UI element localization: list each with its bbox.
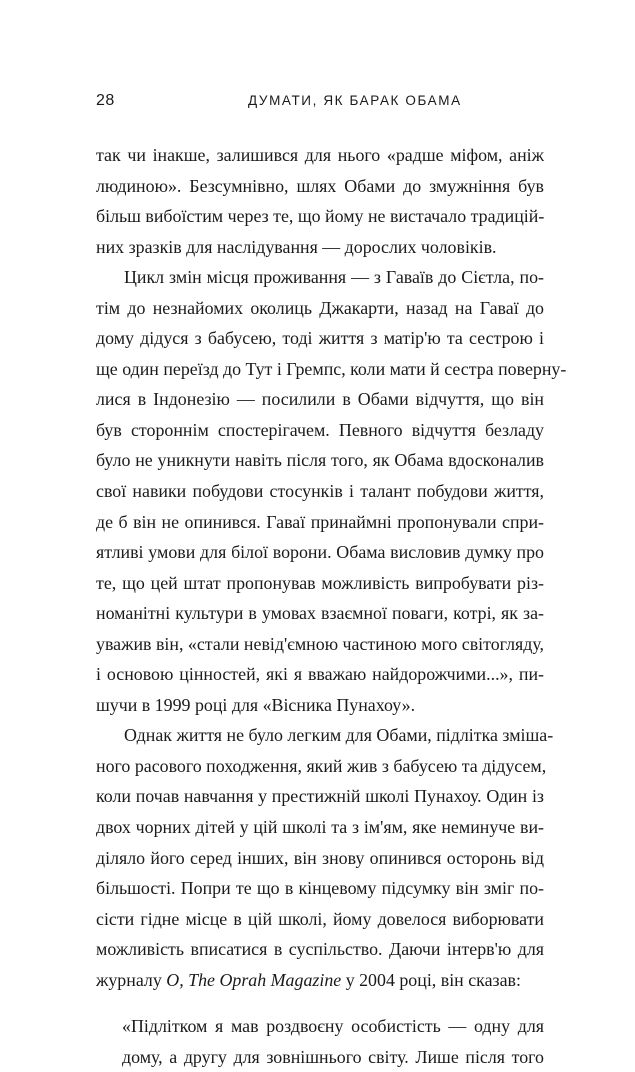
text-line: Однак життя не було легким для Обами, підлітка змішa- xyxy=(124,725,554,746)
text-line: тім до незнайомих околиць Джакарти, назад на Гаваї до xyxy=(96,297,544,318)
text-line: був стороннім спостерігачем. Певного відчуття безладу xyxy=(96,419,544,440)
text-line: уважив він, «стали невід'ємною частиною мого світогляду, xyxy=(96,633,544,654)
text-line: де б він не опинився. Гаваї принаймні пропонували спри- xyxy=(96,511,544,532)
paragraph-3 xyxy=(96,720,554,995)
text-line: ного расового походження, який жив з бабусею та дідусем, xyxy=(96,755,547,776)
running-head-title: ДУМАТИ, ЯК БАРАК ОБАМА xyxy=(248,93,462,108)
text-line: можливість вписатися в суспільство. Даючи інтерв'ю для xyxy=(96,939,544,960)
text-fragment: журналу xyxy=(96,969,167,990)
body-text xyxy=(96,140,567,1072)
text-line: так чи інакше, залишився для нього «радше міфом, аніж xyxy=(96,145,544,165)
text-line: було не уникнути навіть після того, як Обама вдосконалив xyxy=(96,450,544,471)
text-line: сісти гідне місце в цій школі, йому довелося виборювати xyxy=(96,908,544,929)
text-line: шучи в 1999 році для «Вісника Пунахоу». xyxy=(96,694,416,715)
paragraph-2 xyxy=(96,262,567,720)
text-line: лися в Індонезію — посилили в Обами відчуття, що він xyxy=(96,389,544,410)
text-line: свої навики побудови стосунків і талант побудови життя, xyxy=(96,481,544,502)
text-line-with-magazine-title xyxy=(96,965,544,996)
text-line: двох чорних дітей у цій школі та з ім'ям, яке неминуче ви- xyxy=(96,817,544,838)
paragraph-1 xyxy=(96,140,544,262)
text-line: дому дідуся з бабусею, тоді життя з матір'ю та сестрою і xyxy=(96,328,544,349)
block-quote xyxy=(96,1011,544,1072)
magazine-title: O, The Oprah Magazine xyxy=(166,969,342,990)
text-line: ще один переїзд до Тут і Гремпс, коли мати й сестра поверну- xyxy=(96,358,567,379)
quote-line: дому, а другу для зовнішнього світу. Лише після того xyxy=(122,1046,544,1067)
text-line: ятливі умови для білої ворони. Обама висловив думку про xyxy=(96,542,544,563)
text-line: і основою цінностей, які я вважаю найдорожчими...», пи- xyxy=(96,664,544,685)
text-fragment: у 2004 році, він сказав: xyxy=(341,969,521,990)
text-line: людиною». Безсумнівно, шлях Обами до змужніння був xyxy=(96,175,544,196)
text-line: більш вибоїстим через те, що йому не вистачало традицій- xyxy=(96,206,545,227)
text-line: те, що цей штат пропонував можливість випробувати різ- xyxy=(96,572,544,593)
text-line: номанітні культури в умовах взаємної поваги, котрі, як за- xyxy=(96,603,544,624)
text-line: коли почав навчання у престижній школі Пунахоу. Один із xyxy=(96,786,544,807)
text-line: більшості. Попри те що в кінцевому підсумку він зміг по- xyxy=(96,878,544,899)
page-number: 28 xyxy=(96,92,115,109)
quote-line: «Підлітком я мав роздвоєну особистість — одну для xyxy=(122,1016,544,1037)
text-line: Цикл змін місця проживання — з Гаваїв до Сієтла, по- xyxy=(124,267,544,288)
text-line: діляло його серед інших, він знову опинився осторонь від xyxy=(96,847,544,868)
running-head xyxy=(96,92,540,112)
text-line: них зразків для наслідування — дорослих чоловіків. xyxy=(96,236,497,257)
